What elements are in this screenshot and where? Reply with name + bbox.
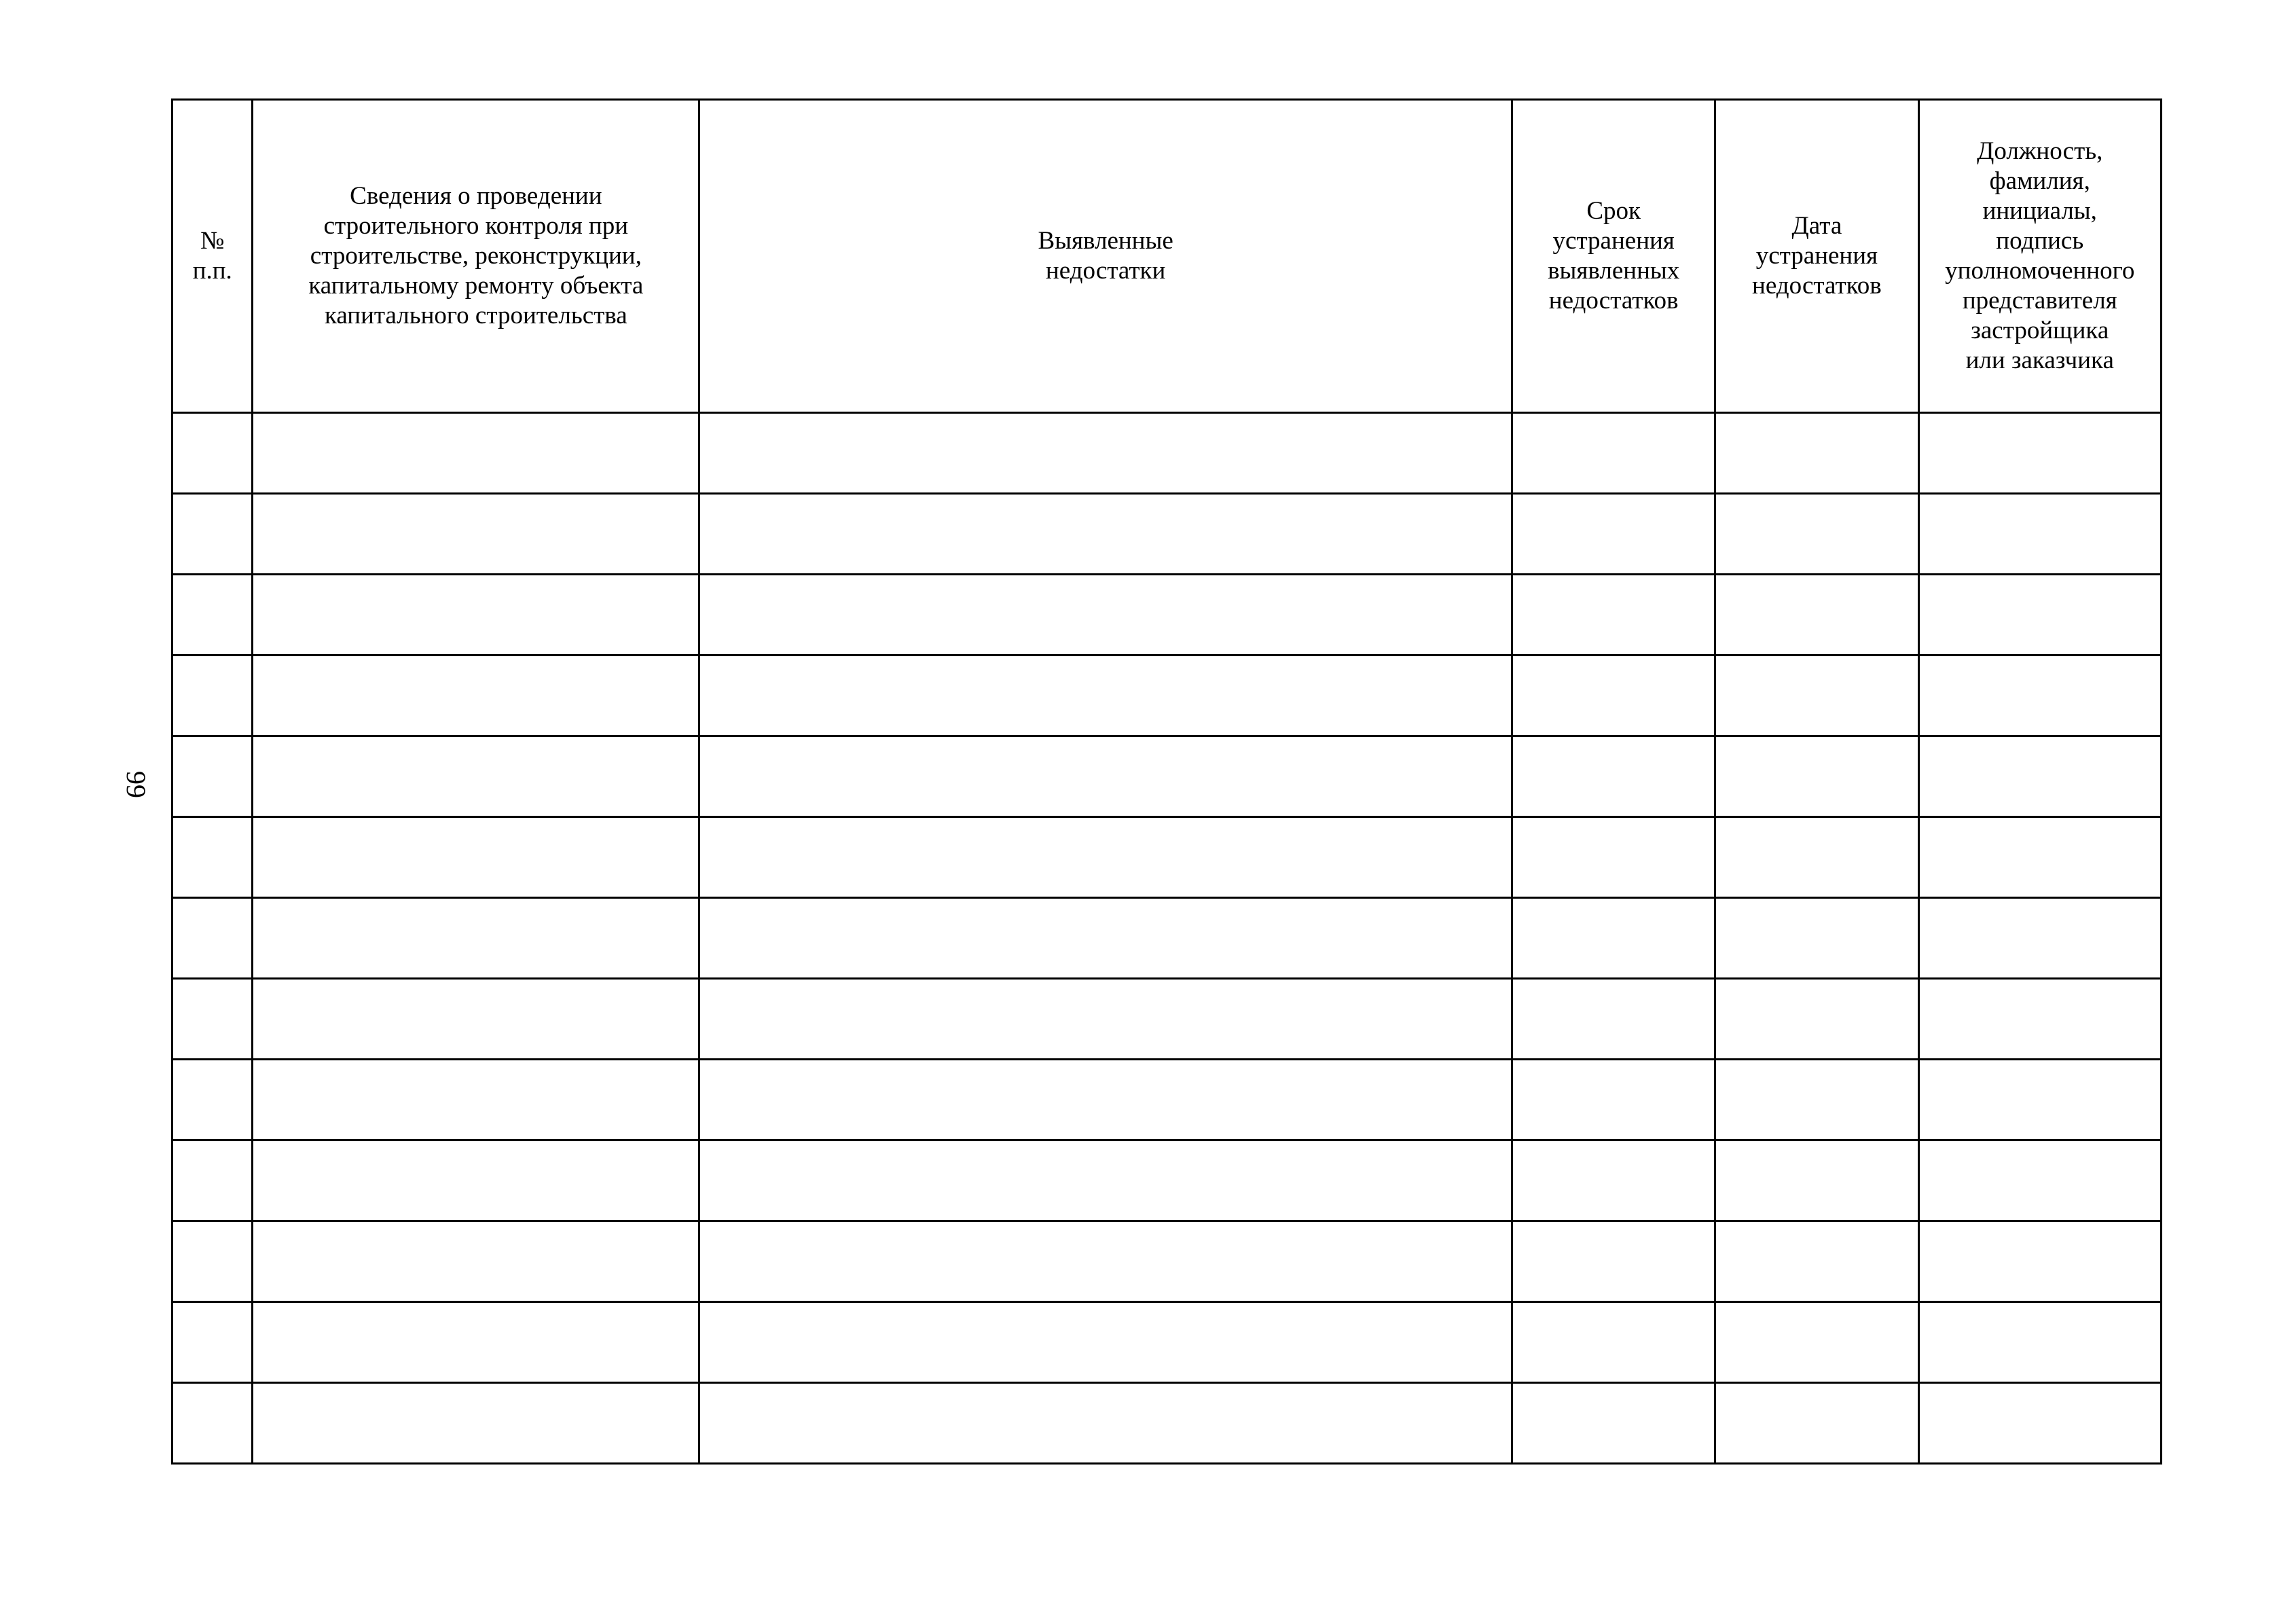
table-header-row [172, 100, 2162, 413]
cell-construction-control-info [253, 736, 699, 817]
cell-representative-signature [1918, 494, 2162, 575]
cell-elimination-date [1715, 979, 1918, 1060]
cell-representative-signature [1918, 736, 2162, 817]
cell-elimination-deadline [1512, 736, 1715, 817]
cell-representative-signature [1918, 1140, 2162, 1221]
cell-item-number [172, 655, 253, 736]
cell-elimination-date [1715, 1383, 1918, 1464]
cell-elimination-deadline [1512, 494, 1715, 575]
table-row [172, 1140, 2162, 1221]
cell-item-number [172, 1140, 253, 1221]
cell-identified-defects [699, 1140, 1512, 1221]
cell-item-number [172, 1302, 253, 1383]
cell-construction-control-info [253, 1383, 699, 1464]
header-identified-defects: Выявленные недостатки [699, 100, 1512, 413]
cell-representative-signature [1918, 1302, 2162, 1383]
table-row [172, 898, 2162, 979]
table-row [172, 979, 2162, 1060]
cell-elimination-deadline [1512, 413, 1715, 494]
cell-construction-control-info [253, 655, 699, 736]
cell-elimination-date [1715, 413, 1918, 494]
header-representative-signature: Должность, фамилия, инициалы, подпись уполномоченного представителя застройщика или заказчика [1918, 100, 2162, 413]
cell-elimination-deadline [1512, 1221, 1715, 1302]
cell-construction-control-info [253, 1302, 699, 1383]
page-number: 99 [121, 771, 151, 798]
cell-construction-control-info [253, 1060, 699, 1140]
cell-identified-defects [699, 736, 1512, 817]
cell-identified-defects [699, 655, 1512, 736]
cell-identified-defects [699, 1383, 1512, 1464]
cell-item-number [172, 1221, 253, 1302]
header-elimination-deadline: Срок устранения выявленных недостатков [1512, 100, 1715, 413]
cell-item-number [172, 494, 253, 575]
table-row [172, 736, 2162, 817]
cell-item-number [172, 1060, 253, 1140]
cell-representative-signature [1918, 575, 2162, 655]
cell-identified-defects [699, 1221, 1512, 1302]
table-row [172, 1060, 2162, 1140]
cell-construction-control-info [253, 494, 699, 575]
table-row [172, 413, 2162, 494]
cell-representative-signature [1918, 1060, 2162, 1140]
cell-elimination-date [1715, 1221, 1918, 1302]
cell-item-number [172, 898, 253, 979]
inspection-journal-table [171, 98, 2162, 1465]
cell-elimination-deadline [1512, 1302, 1715, 1383]
cell-elimination-date [1715, 1060, 1918, 1140]
cell-elimination-deadline [1512, 979, 1715, 1060]
cell-representative-signature [1918, 413, 2162, 494]
cell-elimination-date [1715, 1302, 1918, 1383]
header-construction-control-info: Сведения о проведении строительного контроля при строительстве, реконструкции, капитальному ремонту объекта капитального строительства [253, 100, 699, 413]
cell-construction-control-info [253, 1140, 699, 1221]
cell-representative-signature [1918, 898, 2162, 979]
cell-identified-defects [699, 494, 1512, 575]
cell-construction-control-info [253, 979, 699, 1060]
cell-item-number [172, 736, 253, 817]
table-row [172, 494, 2162, 575]
cell-construction-control-info [253, 413, 699, 494]
cell-construction-control-info [253, 1221, 699, 1302]
cell-representative-signature [1918, 979, 2162, 1060]
cell-elimination-date [1715, 655, 1918, 736]
cell-item-number [172, 413, 253, 494]
cell-item-number [172, 575, 253, 655]
header-elimination-date: Дата устранения недостатков [1715, 100, 1918, 413]
cell-elimination-date [1715, 817, 1918, 898]
cell-elimination-deadline [1512, 898, 1715, 979]
cell-construction-control-info [253, 575, 699, 655]
cell-representative-signature [1918, 655, 2162, 736]
cell-identified-defects [699, 979, 1512, 1060]
cell-item-number [172, 979, 253, 1060]
cell-elimination-deadline [1512, 817, 1715, 898]
cell-representative-signature [1918, 1383, 2162, 1464]
cell-item-number [172, 817, 253, 898]
cell-elimination-deadline [1512, 1383, 1715, 1464]
cell-identified-defects [699, 1302, 1512, 1383]
cell-identified-defects [699, 817, 1512, 898]
cell-elimination-date [1715, 494, 1918, 575]
cell-identified-defects [699, 1060, 1512, 1140]
cell-elimination-date [1715, 1140, 1918, 1221]
cell-elimination-date [1715, 575, 1918, 655]
cell-elimination-date [1715, 898, 1918, 979]
table-row [172, 655, 2162, 736]
cell-elimination-deadline [1512, 1060, 1715, 1140]
cell-identified-defects [699, 575, 1512, 655]
cell-identified-defects [699, 898, 1512, 979]
cell-elimination-deadline [1512, 655, 1715, 736]
table-row [172, 817, 2162, 898]
table-row [172, 1302, 2162, 1383]
cell-elimination-deadline [1512, 1140, 1715, 1221]
table-body [172, 413, 2162, 1464]
table-row [172, 1221, 2162, 1302]
cell-elimination-date [1715, 736, 1918, 817]
cell-representative-signature [1918, 817, 2162, 898]
cell-construction-control-info [253, 817, 699, 898]
header-item-number: № п.п. [172, 100, 253, 413]
cell-item-number [172, 1383, 253, 1464]
cell-identified-defects [699, 413, 1512, 494]
table-row [172, 1383, 2162, 1464]
table-row [172, 575, 2162, 655]
cell-elimination-deadline [1512, 575, 1715, 655]
cell-construction-control-info [253, 898, 699, 979]
cell-representative-signature [1918, 1221, 2162, 1302]
